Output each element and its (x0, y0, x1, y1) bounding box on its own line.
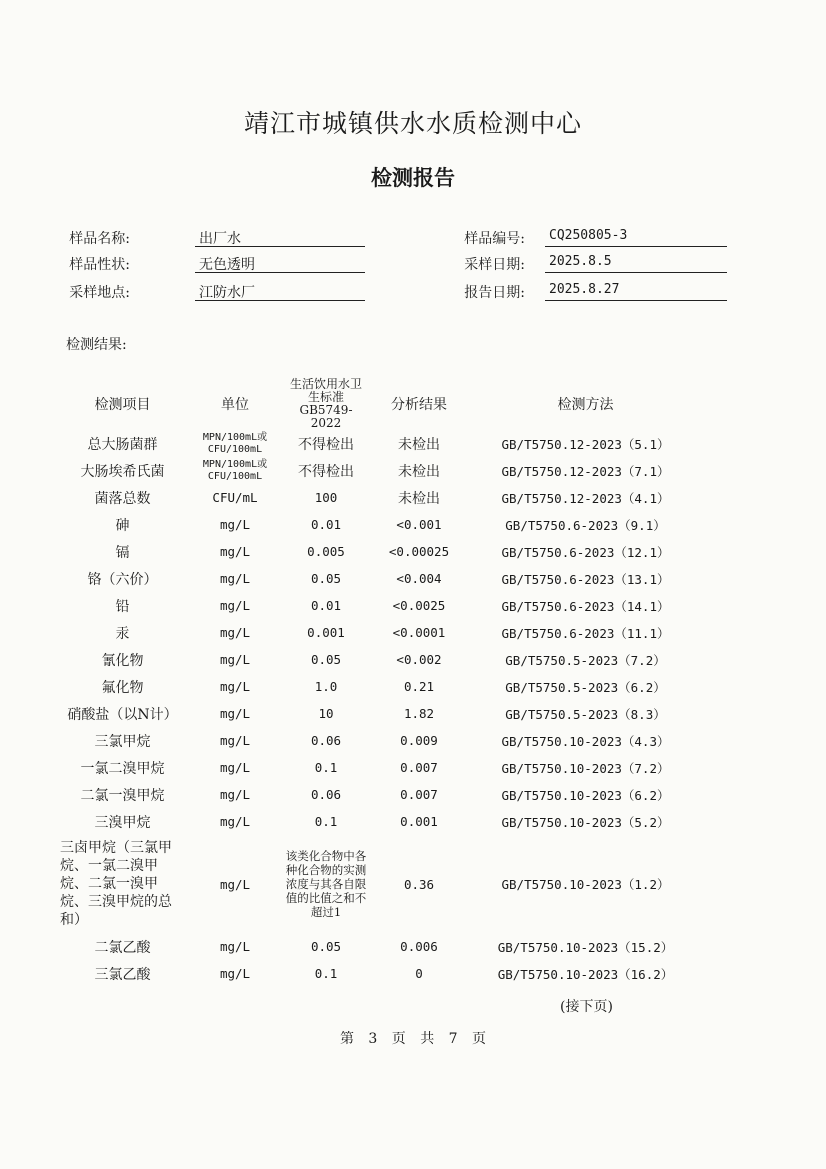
cell-method: GB/T5750.12-2023（4.1） (501, 490, 670, 506)
cell-item: 三氯乙酸 (94, 966, 151, 983)
cell-standard: 0.1 (314, 966, 338, 981)
cell-result: <0.002 (396, 652, 442, 667)
cell-item: 汞 (115, 625, 130, 642)
cell-unit: MPN/100mL或CFU/100mL (202, 431, 268, 455)
column-header-unit: 单位 (221, 397, 249, 413)
cell-standard: 10 (318, 706, 334, 721)
cell-result: <0.004 (396, 571, 442, 586)
cell-method: GB/T5750.5-2023（8.3） (505, 706, 666, 722)
cell-method: GB/T5750.10-2023（5.2） (501, 814, 670, 830)
table-row (60, 484, 700, 511)
cell-result: 0.006 (400, 939, 438, 954)
cell-standard: 1.0 (314, 679, 338, 694)
cell-standard: 0.05 (310, 652, 342, 667)
column-header-item: 检测项目 (94, 397, 151, 413)
cell-result: 0 (415, 966, 423, 981)
cell-item: 三卤甲烷（三氯甲烷、一氯二溴甲烷、二氯一溴甲烷、三溴甲烷的总和） (60, 840, 172, 928)
cell-item: 氟化物 (101, 679, 144, 696)
page-number: 第 3 页 共 7 页 (339, 1031, 487, 1047)
cell-unit: mg/L (219, 652, 251, 667)
sample-name-label: 样品名称: (69, 231, 130, 247)
cell-standard: 不得检出 (298, 436, 354, 453)
cell-unit: mg/L (219, 679, 251, 694)
table-row (60, 808, 700, 835)
table-row (60, 700, 700, 727)
table-row (60, 754, 700, 781)
cell-unit: mg/L (219, 598, 251, 613)
sample-number-field (455, 226, 735, 248)
cell-method: GB/T5750.6-2023（14.1） (501, 598, 670, 614)
cell-item: 三氯甲烷 (94, 733, 151, 750)
cell-unit: mg/L (219, 625, 251, 640)
table-header-row (60, 378, 700, 430)
cell-result: <0.00025 (388, 544, 450, 559)
cell-unit: mg/L (219, 544, 251, 559)
cell-unit: mg/L (219, 814, 251, 829)
cell-item: 菌落总数 (94, 490, 151, 507)
cell-unit: mg/L (219, 733, 251, 748)
cell-result: 未检出 (398, 436, 440, 453)
cell-item: 二氯一溴甲烷 (80, 787, 165, 804)
table-row (60, 457, 700, 484)
table-row (60, 430, 700, 457)
cell-unit: CFU/mL (212, 490, 258, 505)
report-date-value: 2025.8.27 (545, 282, 727, 301)
cell-item: 大肠埃希氏菌 (80, 463, 165, 480)
column-header-standard: 生活饮用水卫生标准GB5749-2022 (289, 377, 362, 430)
cell-unit: mg/L (219, 966, 251, 981)
cell-unit: mg/L (219, 760, 251, 775)
cell-standard: 不得检出 (298, 463, 354, 480)
cell-method: GB/T5750.6-2023（11.1） (501, 625, 670, 641)
cell-method: GB/T5750.12-2023（5.1） (501, 436, 670, 452)
cell-result: 1.82 (403, 706, 435, 721)
cell-result: 未检出 (398, 463, 440, 480)
sample-property-label: 样品性状: (69, 257, 130, 273)
cell-unit: mg/L (219, 571, 251, 586)
cell-unit: MPN/100mL或CFU/100mL (202, 458, 268, 482)
cell-unit: mg/L (219, 517, 251, 532)
cell-item: 一氯二溴甲烷 (80, 760, 165, 777)
column-header-result: 分析结果 (391, 397, 447, 413)
cell-item: 二氯乙酸 (94, 939, 151, 956)
table-row (60, 673, 700, 700)
table-row (60, 781, 700, 808)
cell-standard: 该类化合物中各种化合物的实测浓度与其各自限值的比值之和不超过1 (285, 849, 367, 919)
cell-method: GB/T5750.10-2023（16.2） (497, 966, 674, 982)
cell-method: GB/T5750.6-2023（12.1） (501, 544, 670, 560)
cell-result: 0.007 (400, 787, 438, 802)
table-row (60, 960, 700, 987)
sample-number-label: 样品编号: (464, 231, 525, 247)
cell-unit: mg/L (219, 787, 251, 802)
cell-result: <0.0025 (392, 598, 446, 613)
cell-method: GB/T5750.6-2023（9.1） (505, 517, 666, 533)
cell-standard: 0.1 (314, 814, 338, 829)
table-row (60, 727, 700, 754)
sample-number-value: CQ250805-3 (545, 228, 727, 247)
cell-unit: mg/L (219, 706, 251, 721)
cell-method: GB/T5750.10-2023（15.2） (497, 939, 674, 955)
report-date-label: 报告日期: (464, 285, 525, 301)
column-header-method: 检测方法 (557, 397, 614, 413)
cell-unit: mg/L (219, 939, 251, 954)
table-row (60, 511, 700, 538)
cell-item: 铅 (115, 598, 130, 615)
cell-result: 0.21 (403, 679, 435, 694)
report-title: 检测报告 (371, 165, 455, 190)
cell-item: 铬（六价） (87, 571, 158, 588)
sample-property-value: 无色透明 (195, 254, 365, 273)
cell-item: 镉 (115, 544, 130, 561)
cell-standard: 100 (314, 490, 338, 505)
cell-item: 氰化物 (101, 652, 144, 669)
cell-item: 总大肠菌群 (87, 436, 158, 453)
cell-standard: 0.05 (310, 939, 342, 954)
cell-standard: 0.01 (310, 517, 342, 532)
cell-result: <0.001 (396, 517, 442, 532)
cell-standard: 0.005 (307, 544, 345, 559)
cell-standard: 0.1 (314, 760, 338, 775)
sample-location-value: 江防水厂 (195, 282, 365, 301)
sample-location-field (60, 280, 370, 302)
cell-standard: 0.06 (310, 787, 342, 802)
cell-standard: 0.05 (310, 571, 342, 586)
organization-title: 靖江市城镇供水水质检测中心 (243, 109, 582, 138)
cell-standard: 0.01 (310, 598, 342, 613)
cell-method: GB/T5750.5-2023（7.2） (505, 652, 666, 668)
cell-method: GB/T5750.10-2023（1.2） (501, 877, 670, 892)
cell-item: 硝酸盐（以N计） (67, 706, 178, 723)
cell-result: 0.009 (400, 733, 438, 748)
cell-result: 未检出 (398, 490, 440, 507)
sampling-date-value: 2025.8.5 (545, 254, 727, 273)
continued-note: (接下页) (560, 999, 613, 1015)
table-row (60, 565, 700, 592)
cell-method: GB/T5750.10-2023（4.3） (501, 733, 670, 749)
sampling-date-label: 采样日期: (464, 257, 525, 273)
cell-method: GB/T5750.6-2023（13.1） (501, 571, 670, 587)
sample-name-field (60, 226, 370, 248)
table-row (60, 835, 700, 933)
sample-name-value: 出厂水 (195, 228, 365, 247)
sampling-date-field (455, 252, 735, 274)
results-heading: 检测结果: (66, 337, 127, 353)
cell-standard: 0.06 (310, 733, 342, 748)
sample-location-label: 采样地点: (69, 285, 130, 301)
cell-item: 三溴甲烷 (94, 814, 151, 831)
report-date-field (455, 280, 735, 302)
cell-unit: mg/L (219, 876, 251, 892)
cell-result: 0.007 (400, 760, 438, 775)
sample-property-field (60, 252, 370, 274)
cell-result: 0.001 (400, 814, 438, 829)
cell-method: GB/T5750.12-2023（7.1） (501, 463, 670, 479)
results-table (60, 378, 700, 987)
cell-item: 砷 (115, 517, 130, 534)
table-row (60, 933, 700, 960)
table-row (60, 538, 700, 565)
cell-method: GB/T5750.10-2023（7.2） (501, 760, 670, 776)
cell-result: 0.36 (403, 876, 435, 892)
cell-method: GB/T5750.5-2023（6.2） (505, 679, 666, 695)
table-row (60, 646, 700, 673)
cell-method: GB/T5750.10-2023（6.2） (501, 787, 670, 803)
table-row (60, 619, 700, 646)
cell-standard: 0.001 (307, 625, 345, 640)
table-row (60, 592, 700, 619)
cell-result: <0.0001 (392, 625, 446, 640)
